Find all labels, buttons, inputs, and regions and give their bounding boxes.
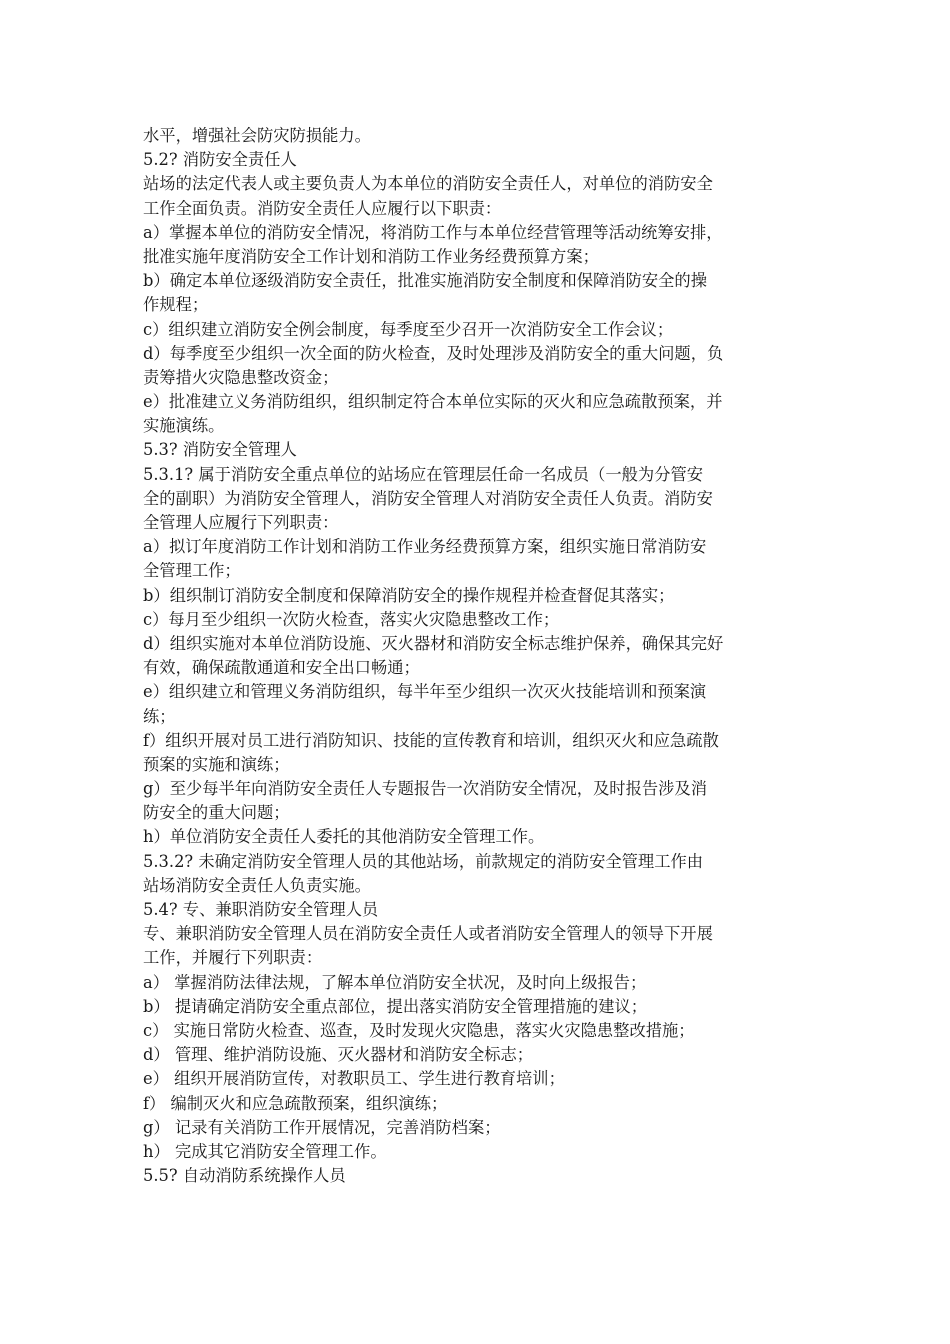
subsection-heading: 5.3.2? 未确定消防安全管理人员的其他站场，前款规定的消防安全管理工作由 bbox=[143, 851, 704, 871]
list-item: d） 管理、维护消防设施、灭火器材和消防安全标志； bbox=[143, 1045, 534, 1065]
list-item: h）单位消防安全责任人委托的其他消防安全管理工作。 bbox=[143, 827, 545, 847]
list-item: e）组织建立和管理义务消防组织，每半年至少组织一次灭火技能培训和预案演 bbox=[143, 682, 707, 702]
text-line: 练； bbox=[143, 706, 176, 726]
list-item: c）组织建立消防安全例会制度，每季度至少召开一次消防安全工作会议； bbox=[143, 319, 674, 339]
document-body bbox=[143, 124, 813, 1188]
text-line: 水平，增强社会防灾防损能力。 bbox=[143, 126, 371, 145]
list-item: f）组织开展对员工进行消防知识、技能的宣传教育和培训，组织灭火和应急疏散 bbox=[143, 730, 719, 750]
list-item: a）掌握本单位的消防安全情况，将消防工作与本单位经营管理等活动统筹安排， bbox=[143, 222, 723, 242]
text-line: 专、兼职消防安全管理人员在消防安全责任人或者消防安全管理人的领导下开展 bbox=[143, 924, 713, 944]
list-item: d）组织实施对本单位消防设施、灭火器材和消防安全标志维护保养，确保其完好 bbox=[143, 633, 724, 653]
text-line: 有效，确保疏散通道和安全出口畅通； bbox=[143, 658, 420, 678]
text-line: 全的副职）为消防安全管理人，消防安全管理人对消防安全责任人负责。消防安 bbox=[143, 488, 713, 508]
list-item: g）至少每半年向消防安全责任人专题报告一次消防安全情况，及时报告涉及消 bbox=[143, 779, 707, 799]
section-heading: 5.4? 专、兼职消防安全管理人员 bbox=[143, 900, 379, 919]
list-item: b）组织制订消防安全制度和保障消防安全的操作规程并检查督促其落实； bbox=[143, 585, 675, 605]
list-item: g） 记录有关消防工作开展情况，完善消防档案； bbox=[143, 1117, 501, 1137]
text-line: 责筹措火灾隐患整改资金； bbox=[143, 367, 339, 387]
section-heading: 5.2? 消防安全责任人 bbox=[143, 150, 297, 170]
section-heading: 5.5? 自动消防系统操作人员 bbox=[143, 1166, 346, 1186]
list-item: a）拟订年度消防工作计划和消防工作业务经费预算方案，组织实施日常消防安 bbox=[143, 537, 707, 557]
list-item: h） 完成其它消防安全管理工作。 bbox=[143, 1141, 387, 1161]
text-line: 实施演练。 bbox=[143, 416, 225, 436]
list-item: b）确定本单位逐级消防安全责任，批准实施消防安全制度和保障消防安全的操 bbox=[143, 271, 707, 291]
list-item: c）每月至少组织一次防火检查，落实火灾隐患整改工作； bbox=[143, 609, 560, 629]
list-item: e）批准建立义务消防组织，组织制定符合本单位实际的灭火和应急疏散预案，并 bbox=[143, 392, 723, 412]
list-item: c） 实施日常防火检查、巡查，及时发现火灾隐患，落实火灾隐患整改措施； bbox=[143, 1020, 695, 1040]
text-line: 工作，并履行下列职责： bbox=[143, 948, 323, 968]
list-item: d）每季度至少组织一次全面的防火检查，及时处理涉及消防安全的重大问题，负 bbox=[143, 343, 724, 363]
text-line: 站场消防安全责任人负责实施。 bbox=[143, 875, 371, 895]
text-line: 全管理工作； bbox=[143, 561, 241, 581]
list-item: e） 组织开展消防宣传，对教职员工、学生进行教育培训； bbox=[143, 1069, 565, 1089]
text-line: 站场的法定代表人或主要负责人为本单位的消防安全责任人，对单位的消防安全 bbox=[143, 174, 713, 194]
subsection-heading: 5.3.1? 属于消防安全重点单位的站场应在管理层任命一名成员（一般为分管安 bbox=[143, 464, 704, 484]
text-line: 预案的实施和演练； bbox=[143, 754, 290, 774]
section-heading: 5.3? 消防安全管理人 bbox=[143, 440, 297, 460]
text-line: 全管理人应履行下列职责： bbox=[143, 513, 339, 532]
list-item: f） 编制灭火和应急疏散预案，组织演练； bbox=[143, 1093, 448, 1113]
text-line: 作规程； bbox=[143, 295, 209, 315]
text-line: 批准实施年度消防安全工作计划和消防工作业务经费预算方案； bbox=[143, 246, 599, 266]
list-item: b） 提请确定消防安全重点部位，提出落实消防安全管理措施的建议； bbox=[143, 996, 648, 1016]
text-line: 防安全的重大问题； bbox=[143, 803, 290, 823]
text-line: 工作全面负责。消防安全责任人应履行以下职责： bbox=[143, 198, 502, 218]
list-item: a） 掌握消防法律法规，了解本单位消防安全状况，及时向上级报告； bbox=[143, 972, 647, 992]
